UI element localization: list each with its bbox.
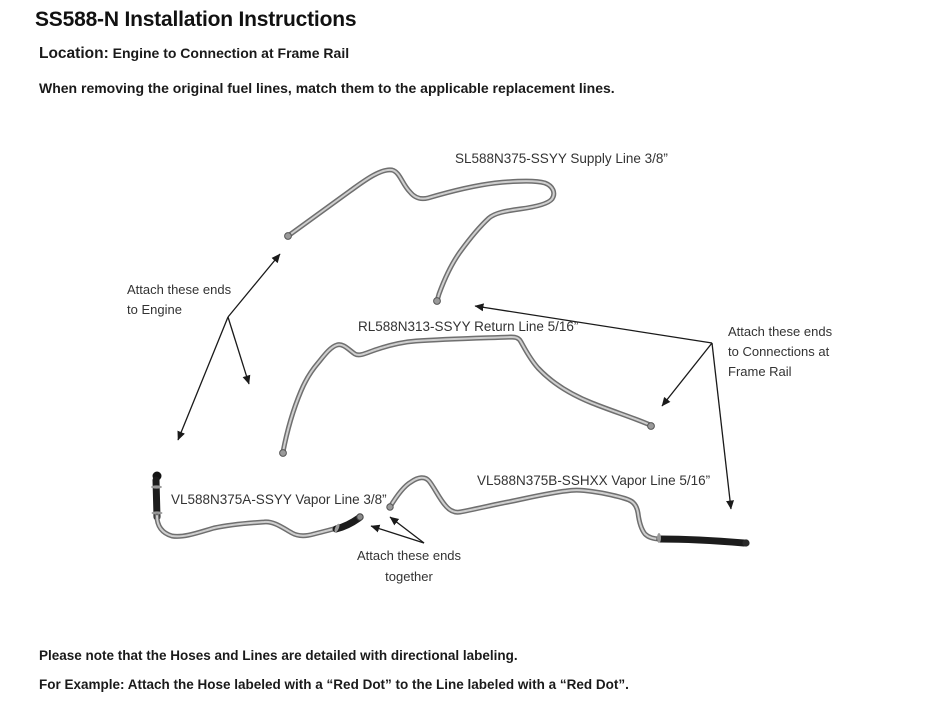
vapor-line-b-label: VL588N375B-SSHXX Vapor Line 5/16” [477, 473, 711, 488]
together-annotation [350, 545, 468, 587]
location-line [39, 45, 349, 63]
supply-frame-end-fitting [434, 298, 441, 305]
vapor-line-a-label: VL588N375A-SSYY Vapor Line 3/8” [171, 492, 387, 507]
frame-rail-annotation-line-3: Frame Rail [728, 364, 792, 379]
return-engine-end-fitting [280, 450, 287, 457]
frame-rail-annotation-line-2: to Connections at [728, 344, 830, 359]
together-annotation-line-1: Attach these ends [356, 548, 462, 563]
vapor-a-hose-segment [336, 518, 359, 529]
return-line-drawing [280, 337, 655, 456]
return-frame-end-fitting [648, 423, 655, 430]
note-red-dot-example: For Example: Attach the Hose labeled with a “Red Dot” to the Line labeled with a “Red Dot”. [39, 677, 629, 692]
supply-line-drawing [285, 170, 554, 305]
note-directional-labeling: Please note that the Hoses and Lines are detailed with directional labeling. [39, 648, 518, 663]
supply-engine-end-fitting [285, 233, 292, 240]
vapor-b-hose-segment [660, 539, 744, 543]
engine-annotation-line-2: to Engine [127, 302, 182, 317]
vapor-b-attach-end-fitting [387, 504, 393, 510]
intro-text: When removing the original fuel lines, match them to the applicable replacement lines. [39, 80, 615, 96]
engine-annotation [127, 280, 231, 320]
location-value: Engine to Connection at Frame Rail [108, 45, 350, 61]
frame-rail-annotation-line-1: Attach these ends [728, 324, 833, 339]
supply-line-label: SL588N375-SSYY Supply Line 3/8” [455, 151, 668, 166]
engine-annotation-line-1: Attach these ends [127, 282, 232, 297]
page-title: SS588-N Installation Instructions [35, 8, 357, 31]
vapor-a-attach-end-fitting [357, 514, 363, 520]
vapor-b-frame-end-fitting [742, 539, 749, 546]
frame-rail-annotation [728, 322, 832, 382]
return-line-label: RL588N313-SSYY Return Line 5/16” [358, 319, 579, 334]
together-annotation-line-2: together [385, 569, 433, 584]
together-annotation-arrows [371, 517, 424, 543]
location-label: Location: [39, 45, 109, 62]
vapor-line-b-drawing [387, 478, 750, 547]
